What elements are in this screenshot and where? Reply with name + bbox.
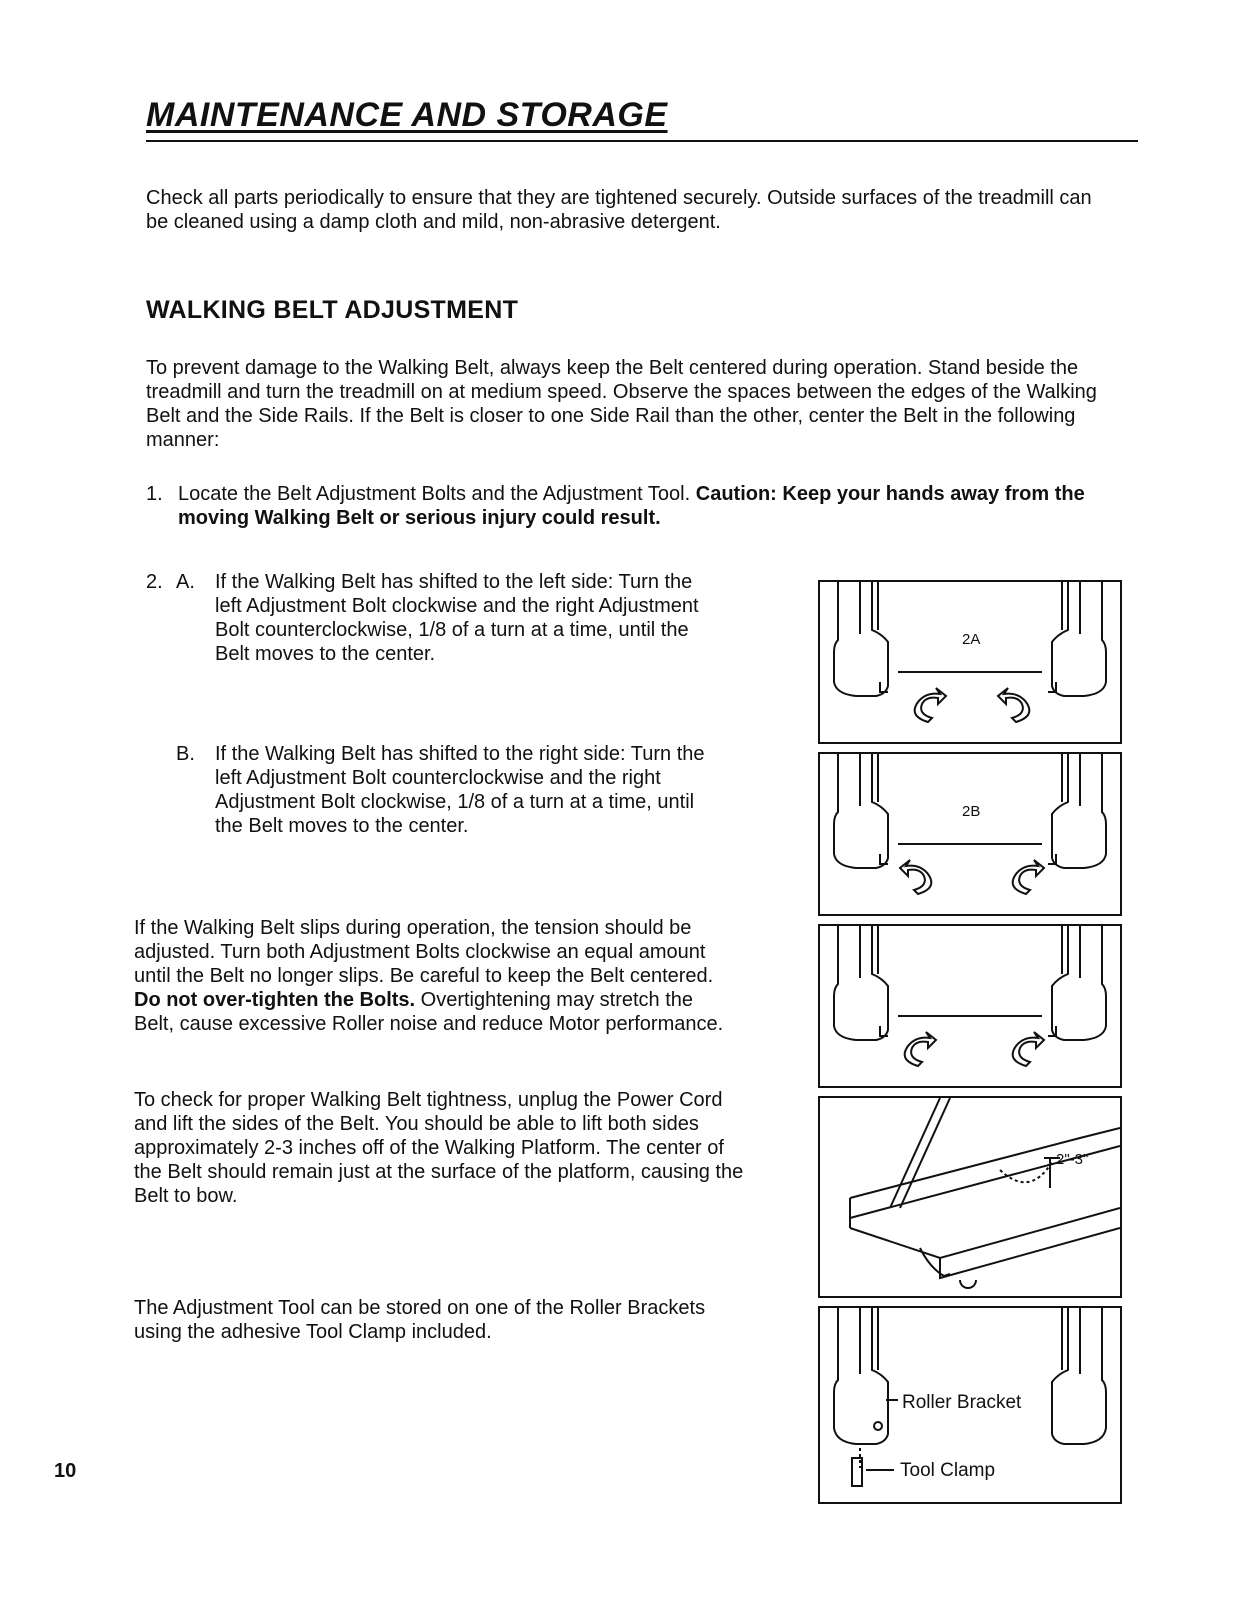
step-2a-letter: A. (176, 571, 195, 593)
step-2b-letter: B. (176, 743, 195, 765)
figure-belt-lift-drawing (820, 1098, 1120, 1296)
slip-text: If the Walking Belt slips during operation, the tension should be adjusted. Turn both Adjustment Bolts clockwise an equal amount until the Belt no longer slips. Be careful to keep the Belt centered. (134, 917, 714, 987)
clockwise-arrow-icon (1013, 1032, 1044, 1066)
figure-tension-drawing (820, 926, 1120, 1086)
figure-2a-label: 2A (962, 631, 981, 648)
figure-2a (818, 580, 1122, 744)
figure-tension (818, 924, 1122, 1088)
slip-paragraph (134, 916, 734, 1036)
slip-text-2: Overtightening may stretch the Belt, cause excessive Roller noise and reduce Motor performance. (134, 989, 724, 1035)
slip-warning: Do not over-tighten the Bolts. (134, 989, 416, 1011)
intro-paragraph: Check all parts periodically to ensure that they are tightened securely. Outside surfaces of the treadmill can be cleaned using a damp cloth and mild, non-abrasive detergent. (146, 187, 1092, 233)
roller-wheel (960, 1280, 976, 1288)
step-1-caution: Caution: Keep your hands away from the moving Walking Belt or serious injury could result. (178, 483, 1085, 529)
figure-tool-storage-drawing (820, 1308, 1120, 1502)
figure-belt-lift (818, 1096, 1122, 1298)
counterclockwise-arrow-icon (1013, 860, 1044, 894)
roller-bracket-label: Roller Bracket (902, 1392, 1022, 1413)
roller-bracket-bolt (874, 1422, 882, 1430)
step-2-number: 2. (146, 571, 163, 593)
step-1-text (178, 482, 1118, 530)
tool-clamp-label: Tool Clamp (900, 1460, 996, 1481)
page-title: MAINTENANCE AND STORAGE (146, 96, 668, 134)
section-heading: WALKING BELT ADJUSTMENT (146, 296, 519, 324)
belt-bow (1000, 1162, 1052, 1182)
clockwise-arrow-icon (905, 1032, 936, 1066)
clockwise-arrow-icon (900, 860, 931, 894)
lift-distance-label: 2"-3" (1056, 1151, 1089, 1168)
storage-paragraph: The Adjustment Tool can be stored on one of the Roller Brackets using the adhesive Tool Clamp included. (134, 1297, 706, 1343)
step-1-instruction: Locate the Belt Adjustment Bolts and the Adjustment Tool. (178, 483, 691, 505)
step-1-number: 1. (146, 483, 163, 505)
title-rule (146, 140, 1138, 142)
clockwise-arrow-icon (998, 688, 1029, 722)
tightness-paragraph: To check for proper Walking Belt tightness, unplug the Power Cord and lift the sides of the Belt. You should be able to lift both sides approximately 2-3 inches off of the Walking Platform. The center of the Belt should remain just at the surface of the platform, causing the Belt to bow. (134, 1089, 744, 1207)
figure-2b-drawing (820, 754, 1120, 914)
figure-2b-label: 2B (962, 803, 981, 820)
figure-2b (818, 752, 1122, 916)
figure-tool-storage (818, 1306, 1122, 1504)
step-2b-text: If the Walking Belt has shifted to the right side: Turn the left Adjustment Bolt counterclockwise and the right Adjustment Bolt clockwise, 1/8 of a turn at a time, until the Belt moves to the center. (215, 743, 705, 837)
section-intro-paragraph: To prevent damage to the Walking Belt, always keep the Belt centered during operation. Stand beside the treadmill and turn the treadmill on at medium speed. Observe the spaces between the edges of the Walking Belt and the Side Rails. If the Belt is closer to one Side Rail than the other, center the Belt in the following manner: (146, 357, 1097, 451)
step-2a-text: If the Walking Belt has shifted to the left side: Turn the left Adjustment Bolt clockwise and the right Adjustment Bolt counterclockwise, 1/8 of a turn at a time, until the Belt moves to the center. (215, 571, 699, 665)
figure-2a-drawing (820, 582, 1120, 742)
page-number: 10 (54, 1460, 77, 1482)
counterclockwise-arrow-icon (915, 688, 946, 722)
